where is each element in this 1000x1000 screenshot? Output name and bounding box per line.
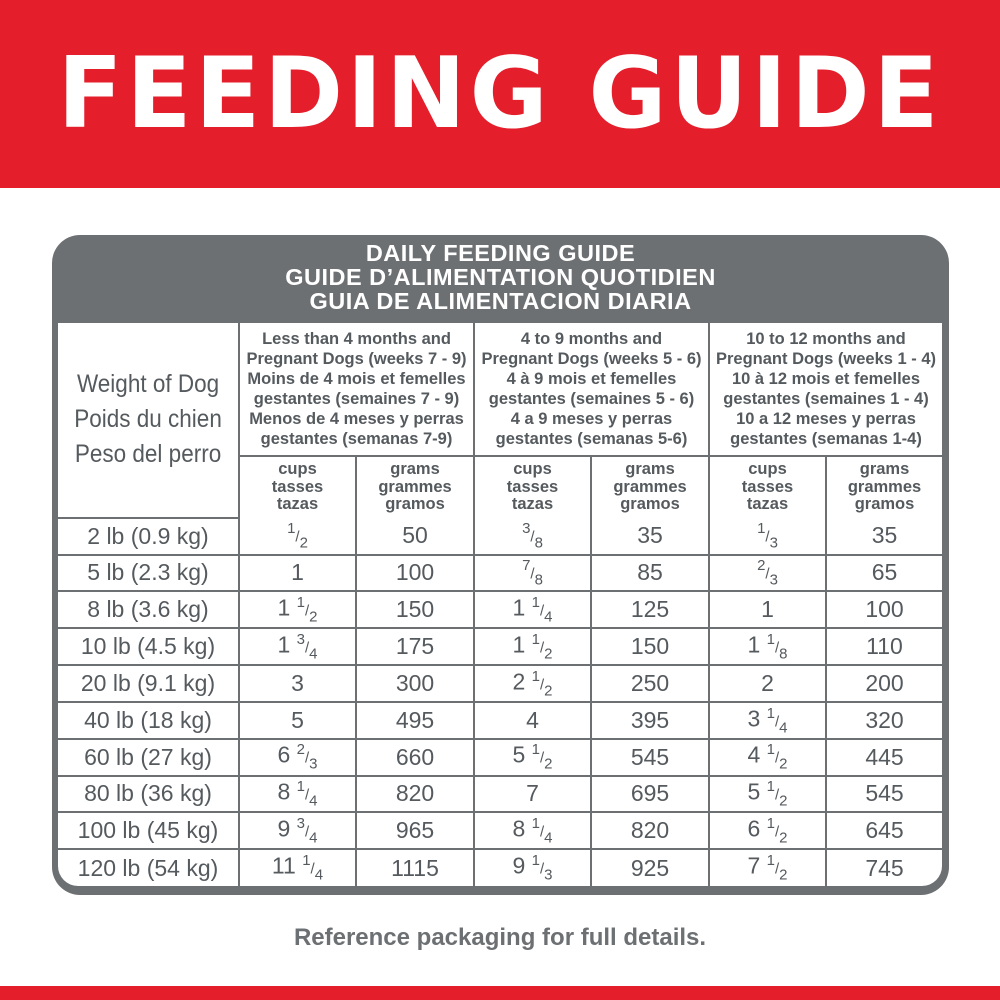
table-title-line: GUIDE D’ALIMENTATION QUOTIDIEN	[285, 264, 716, 290]
cups-column-header: cups tasses tazas	[709, 456, 826, 518]
grams-cell: 1115	[356, 849, 474, 886]
cups-cell: 8 $^1/_4$	[239, 776, 356, 813]
table-row	[58, 665, 942, 702]
cups-cell: $^2/_3$	[709, 555, 826, 592]
table-body-area	[58, 323, 942, 886]
cups-cell: $^1/_2$	[239, 518, 356, 555]
grams-cell: 320	[826, 702, 942, 739]
cups-cell: 3	[239, 665, 356, 702]
grams-cell: 100	[356, 555, 474, 592]
weight-cell: 10 lb (4.5 kg)	[58, 628, 239, 665]
cups-cell: 5 $^1/_2$	[474, 739, 591, 776]
weight-cell: 100 lb (45 kg)	[58, 812, 239, 849]
cups-cell: 9 $^1/_3$	[474, 849, 591, 886]
grams-cell: 110	[826, 628, 942, 665]
grams-cell: 150	[356, 591, 474, 628]
grams-cell: 695	[591, 776, 709, 813]
cups-cell: 11 $^1/_4$	[239, 849, 356, 886]
cups-cell: 5	[239, 702, 356, 739]
feeding-table	[58, 323, 942, 886]
weight-cell: 20 lb (9.1 kg)	[58, 665, 239, 702]
table-rows	[58, 518, 942, 886]
weight-header-line: Weight of Dog	[76, 370, 220, 399]
weight-cell: 60 lb (27 kg)	[58, 739, 239, 776]
grams-cell: 660	[356, 739, 474, 776]
grams-cell: 200	[826, 665, 942, 702]
feeding-table-card	[52, 235, 949, 895]
cups-cell: 3 $^1/_4$	[709, 702, 826, 739]
age-group-header: 10 to 12 months and Pregnant Dogs (weeks 1 - 4) 10 à 12 mois et femelles gestantes (semaines 1 - 4) 10 a 12 meses y perras gestantes (semanas 1-4)	[709, 323, 942, 456]
cups-cell: $^3/_8$	[474, 518, 591, 555]
cups-cell: 8 $^1/_4$	[474, 812, 591, 849]
table-title-line: GUIA DE ALIMENTACION DIARIA	[309, 288, 692, 314]
table-row	[58, 776, 942, 813]
grams-cell: 250	[591, 665, 709, 702]
grams-cell: 820	[356, 776, 474, 813]
cups-column-header: cups tasses tazas	[239, 456, 356, 518]
grams-cell: 545	[826, 776, 942, 813]
cups-cell: 7 $^1/_2$	[709, 849, 826, 886]
weight-cell: 8 lb (3.6 kg)	[58, 591, 239, 628]
cups-cell: 2 $^1/_2$	[474, 665, 591, 702]
weight-cell: 5 lb (2.3 kg)	[58, 555, 239, 592]
grams-cell: 100	[826, 591, 942, 628]
header-banner	[0, 0, 1000, 188]
grams-column-header: grams grammes gramos	[826, 456, 942, 518]
cups-cell: 1 $^3/_4$	[239, 628, 356, 665]
cups-cell: 7	[474, 776, 591, 813]
grams-cell: 395	[591, 702, 709, 739]
weight-cell: 40 lb (18 kg)	[58, 702, 239, 739]
cups-cell: 4 $^1/_2$	[709, 739, 826, 776]
cups-cell: $^7/_8$	[474, 555, 591, 592]
cups-cell: 1 $^1/_4$	[474, 591, 591, 628]
cups-cell: 1 $^1/_2$	[239, 591, 356, 628]
grams-cell: 445	[826, 739, 942, 776]
table-title-line: DAILY FEEDING GUIDE	[365, 240, 636, 266]
table-row	[58, 628, 942, 665]
cups-cell: 1 $^1/_8$	[709, 628, 826, 665]
grams-cell: 85	[591, 555, 709, 592]
grams-column-header: grams grammes gramos	[356, 456, 474, 518]
grams-cell: 35	[591, 518, 709, 555]
cups-cell: 4	[474, 702, 591, 739]
grams-cell: 65	[826, 555, 942, 592]
cups-cell: $^1/_3$	[709, 518, 826, 555]
grams-cell: 965	[356, 812, 474, 849]
footer-note: Reference packaging for full details.	[293, 924, 707, 951]
table-row	[58, 518, 942, 555]
bottom-red-bar	[0, 986, 1000, 1000]
grams-cell: 925	[591, 849, 709, 886]
grams-cell: 125	[591, 591, 709, 628]
age-group-header: Less than 4 months and Pregnant Dogs (weeks 7 - 9) Moins de 4 mois et femelles gestantes (semaines 7 - 9) Menos de 4 meses y perras gestantes (semanas 7-9)	[239, 323, 474, 456]
table-row	[58, 591, 942, 628]
page-title: FEEDING GUIDE	[57, 37, 943, 151]
table-row	[58, 812, 942, 849]
table-row	[58, 702, 942, 739]
grams-cell: 300	[356, 665, 474, 702]
grams-cell: 820	[591, 812, 709, 849]
table-row	[58, 555, 942, 592]
grams-cell: 50	[356, 518, 474, 555]
cups-cell: 1 $^1/_2$	[474, 628, 591, 665]
cups-cell: 6 $^1/_2$	[709, 812, 826, 849]
grams-column-header: grams grammes gramos	[591, 456, 709, 518]
cups-cell: 1	[239, 555, 356, 592]
weight-header-line: Poids du chien	[74, 405, 222, 434]
grams-cell: 645	[826, 812, 942, 849]
grams-cell: 35	[826, 518, 942, 555]
table-title	[52, 241, 949, 313]
grams-cell: 175	[356, 628, 474, 665]
weight-header-line: Peso del perro	[74, 440, 222, 469]
grams-cell: 545	[591, 739, 709, 776]
weight-cell: 120 lb (54 kg)	[58, 849, 239, 886]
cups-cell: 5 $^1/_2$	[709, 776, 826, 813]
cups-cell: 1	[709, 591, 826, 628]
grams-cell: 745	[826, 849, 942, 886]
grams-cell: 150	[591, 628, 709, 665]
cups-column-header: cups tasses tazas	[474, 456, 591, 518]
weight-column-header	[67, 323, 230, 518]
cups-cell: 6 $^2/_3$	[239, 739, 356, 776]
age-group-header: 4 to 9 months and Pregnant Dogs (weeks 5 - 6) 4 à 9 mois et femelles gestantes (semaines 5 - 6) 4 a 9 meses y perras gestantes (semanas 5-6)	[474, 323, 709, 456]
cups-cell: 9 $^3/_4$	[239, 812, 356, 849]
weight-cell: 80 lb (36 kg)	[58, 776, 239, 813]
weight-cell: 2 lb (0.9 kg)	[58, 518, 239, 555]
cups-cell: 2	[709, 665, 826, 702]
table-row	[58, 849, 942, 886]
grams-cell: 495	[356, 702, 474, 739]
table-row	[58, 739, 942, 776]
